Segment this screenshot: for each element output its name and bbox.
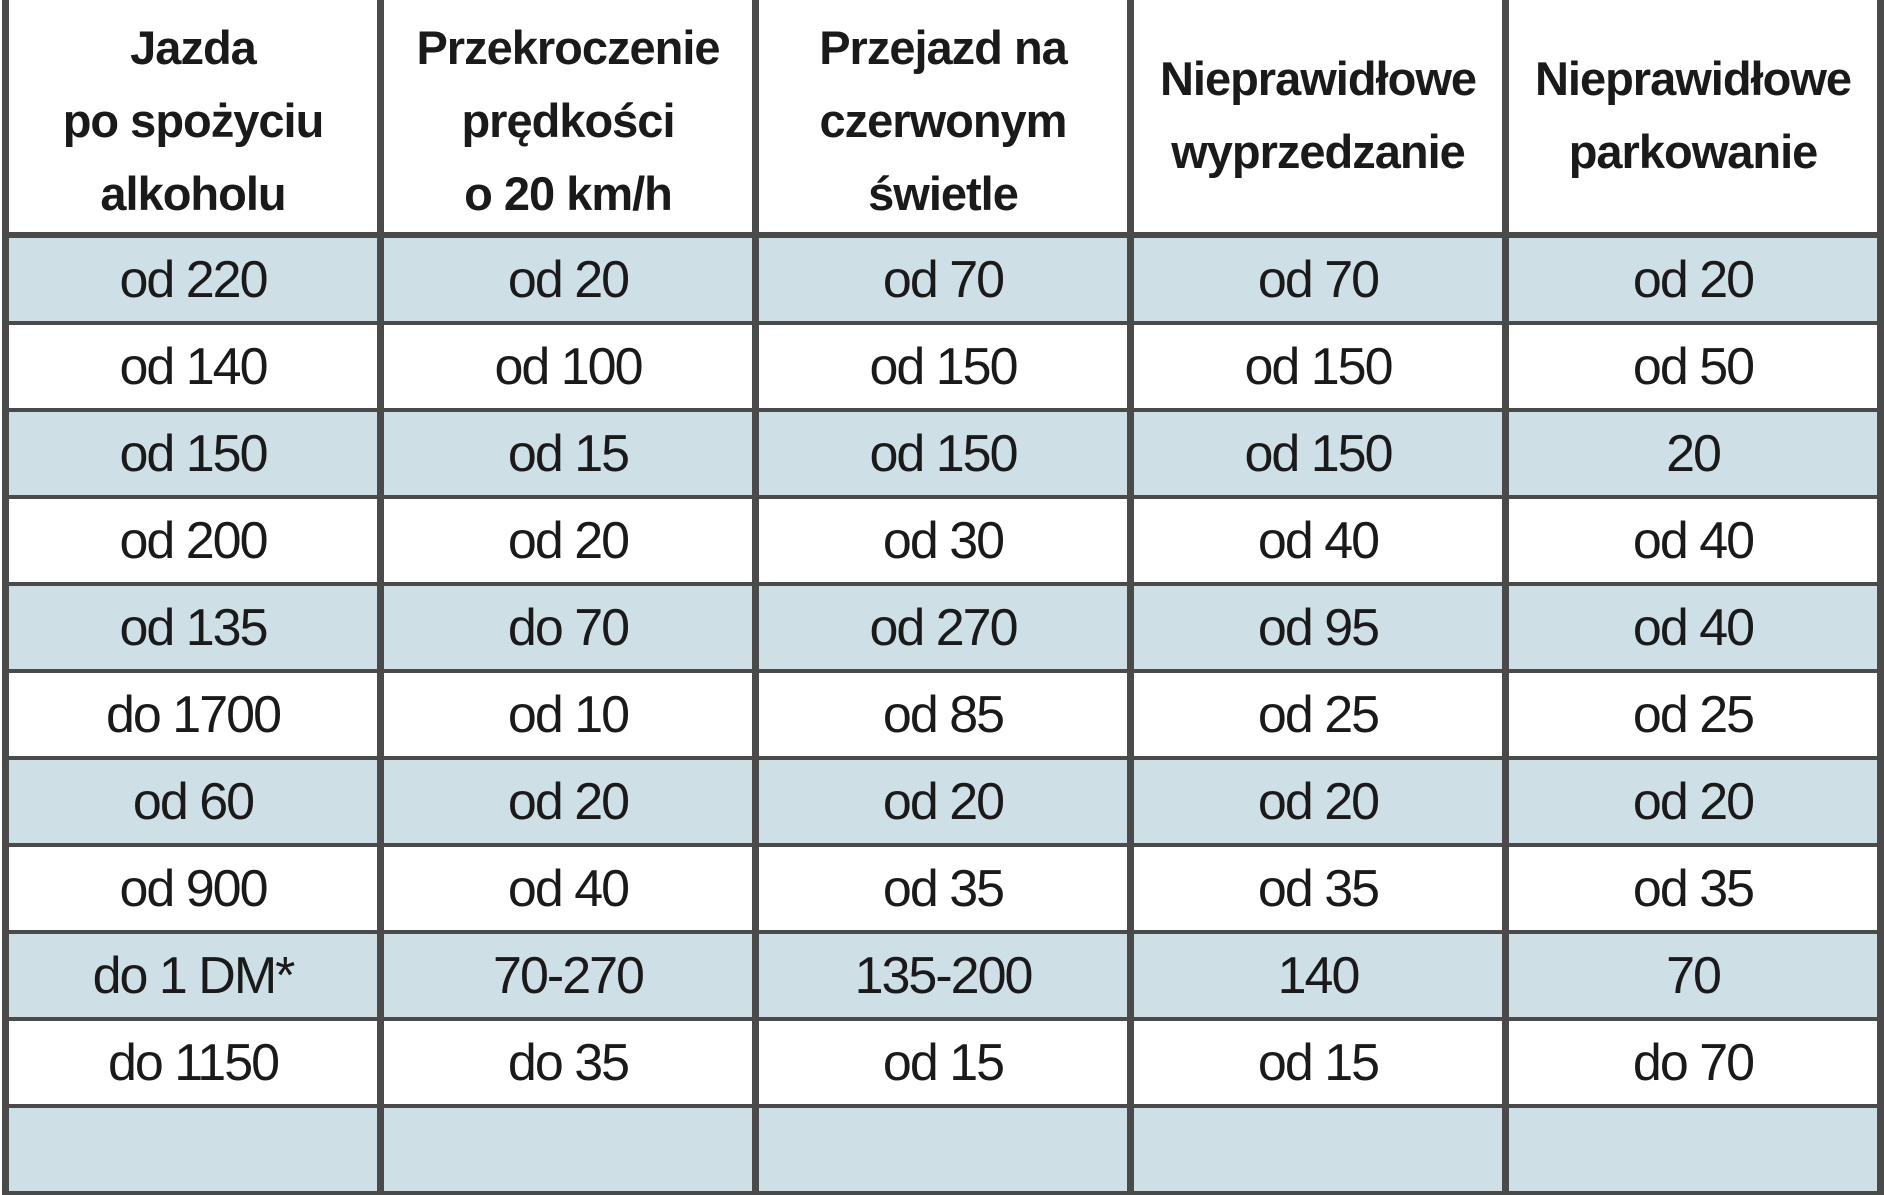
header-line: Jazda xyxy=(130,21,256,74)
table-row xyxy=(6,584,1881,671)
header-line: prędkości xyxy=(461,94,675,147)
table-cell xyxy=(381,1106,756,1193)
table-row xyxy=(6,410,1881,497)
table-cell: od 20 xyxy=(1131,758,1506,845)
table-cell: od 25 xyxy=(1131,671,1506,758)
table-cell: od 150 xyxy=(756,410,1131,497)
table-row xyxy=(6,235,1881,323)
table-cell: od 20 xyxy=(756,758,1131,845)
table-cell: do 1700 xyxy=(6,671,381,758)
table-cell: od 35 xyxy=(1506,845,1881,932)
table-cell: od 40 xyxy=(381,845,756,932)
table-cell: od 135 xyxy=(6,584,381,671)
table-cell: od 15 xyxy=(1131,1019,1506,1106)
header-line: Przejazd na xyxy=(819,21,1067,74)
table-cell: od 220 xyxy=(6,235,381,323)
table-cell: od 20 xyxy=(381,758,756,845)
header-line: o 20 km/h xyxy=(464,167,672,220)
header-line: Nieprawidłowe xyxy=(1159,52,1477,105)
header-line: Przekroczenie xyxy=(416,21,720,74)
table-row xyxy=(6,671,1881,758)
table-cell: do 35 xyxy=(381,1019,756,1106)
table-row xyxy=(6,845,1881,932)
table-cell: od 15 xyxy=(381,410,756,497)
header-line: czerwonym xyxy=(819,94,1067,147)
header-line: wyprzedzanie xyxy=(1171,125,1465,178)
table-cell: do 70 xyxy=(1506,1019,1881,1106)
table-cell: od 900 xyxy=(6,845,381,932)
header-row xyxy=(6,0,1881,235)
header-speeding xyxy=(381,0,756,235)
table-cell: od 60 xyxy=(6,758,381,845)
table-cell: 70-270 xyxy=(381,932,756,1019)
table-cell: od 150 xyxy=(1131,410,1506,497)
table-cell: od 40 xyxy=(1506,497,1881,584)
table-cell: od 20 xyxy=(381,235,756,323)
table-cell: od 70 xyxy=(756,235,1131,323)
table-cell: 140 xyxy=(1131,932,1506,1019)
table-cell: do 1 DM* xyxy=(6,932,381,1019)
header-overtaking xyxy=(1131,0,1506,235)
table-cell: od 35 xyxy=(756,845,1131,932)
table-cell: od 15 xyxy=(756,1019,1131,1106)
table-cell: 135-200 xyxy=(756,932,1131,1019)
table-cell: od 40 xyxy=(1131,497,1506,584)
header-parking xyxy=(1506,0,1881,235)
table-cell: od 150 xyxy=(6,410,381,497)
header-drunk-driving xyxy=(6,0,381,235)
table-cell: od 35 xyxy=(1131,845,1506,932)
header-line: parkowanie xyxy=(1568,125,1818,178)
table-cell: do 70 xyxy=(381,584,756,671)
table-row xyxy=(6,1019,1881,1106)
fines-table xyxy=(2,0,1884,1195)
table-cell: od 30 xyxy=(756,497,1131,584)
table-row xyxy=(6,497,1881,584)
table-cell: 70 xyxy=(1506,932,1881,1019)
table-cell xyxy=(1506,1106,1881,1193)
header-line: po spożyciu xyxy=(62,94,324,147)
table-cell: od 150 xyxy=(756,323,1131,410)
header-line: alkoholu xyxy=(100,167,286,220)
table-cell: od 50 xyxy=(1506,323,1881,410)
table-cell: od 200 xyxy=(6,497,381,584)
table-cell: od 70 xyxy=(1131,235,1506,323)
table-cell: od 20 xyxy=(381,497,756,584)
header-line: Nieprawidłowe xyxy=(1534,52,1852,105)
table-cell: od 140 xyxy=(6,323,381,410)
table-cell: od 95 xyxy=(1131,584,1506,671)
table-cell: do 1150 xyxy=(6,1019,381,1106)
table-cell xyxy=(6,1106,381,1193)
table-cell: od 20 xyxy=(1506,235,1881,323)
table-cell: od 270 xyxy=(756,584,1131,671)
table-row xyxy=(6,323,1881,410)
header-red-light xyxy=(756,0,1131,235)
table-cell xyxy=(1131,1106,1506,1193)
table-row-cut-off xyxy=(6,1106,1881,1193)
table-cell: od 85 xyxy=(756,671,1131,758)
table-row xyxy=(6,758,1881,845)
table-cell: od 40 xyxy=(1506,584,1881,671)
table-cell: od 25 xyxy=(1506,671,1881,758)
table-cell xyxy=(756,1106,1131,1193)
table-cell: od 100 xyxy=(381,323,756,410)
table-cell: od 10 xyxy=(381,671,756,758)
table-cell: od 20 xyxy=(1506,758,1881,845)
table-row xyxy=(6,932,1881,1019)
table-cell: 20 xyxy=(1506,410,1881,497)
header-line: świetle xyxy=(868,167,1018,220)
table-cell: od 150 xyxy=(1131,323,1506,410)
